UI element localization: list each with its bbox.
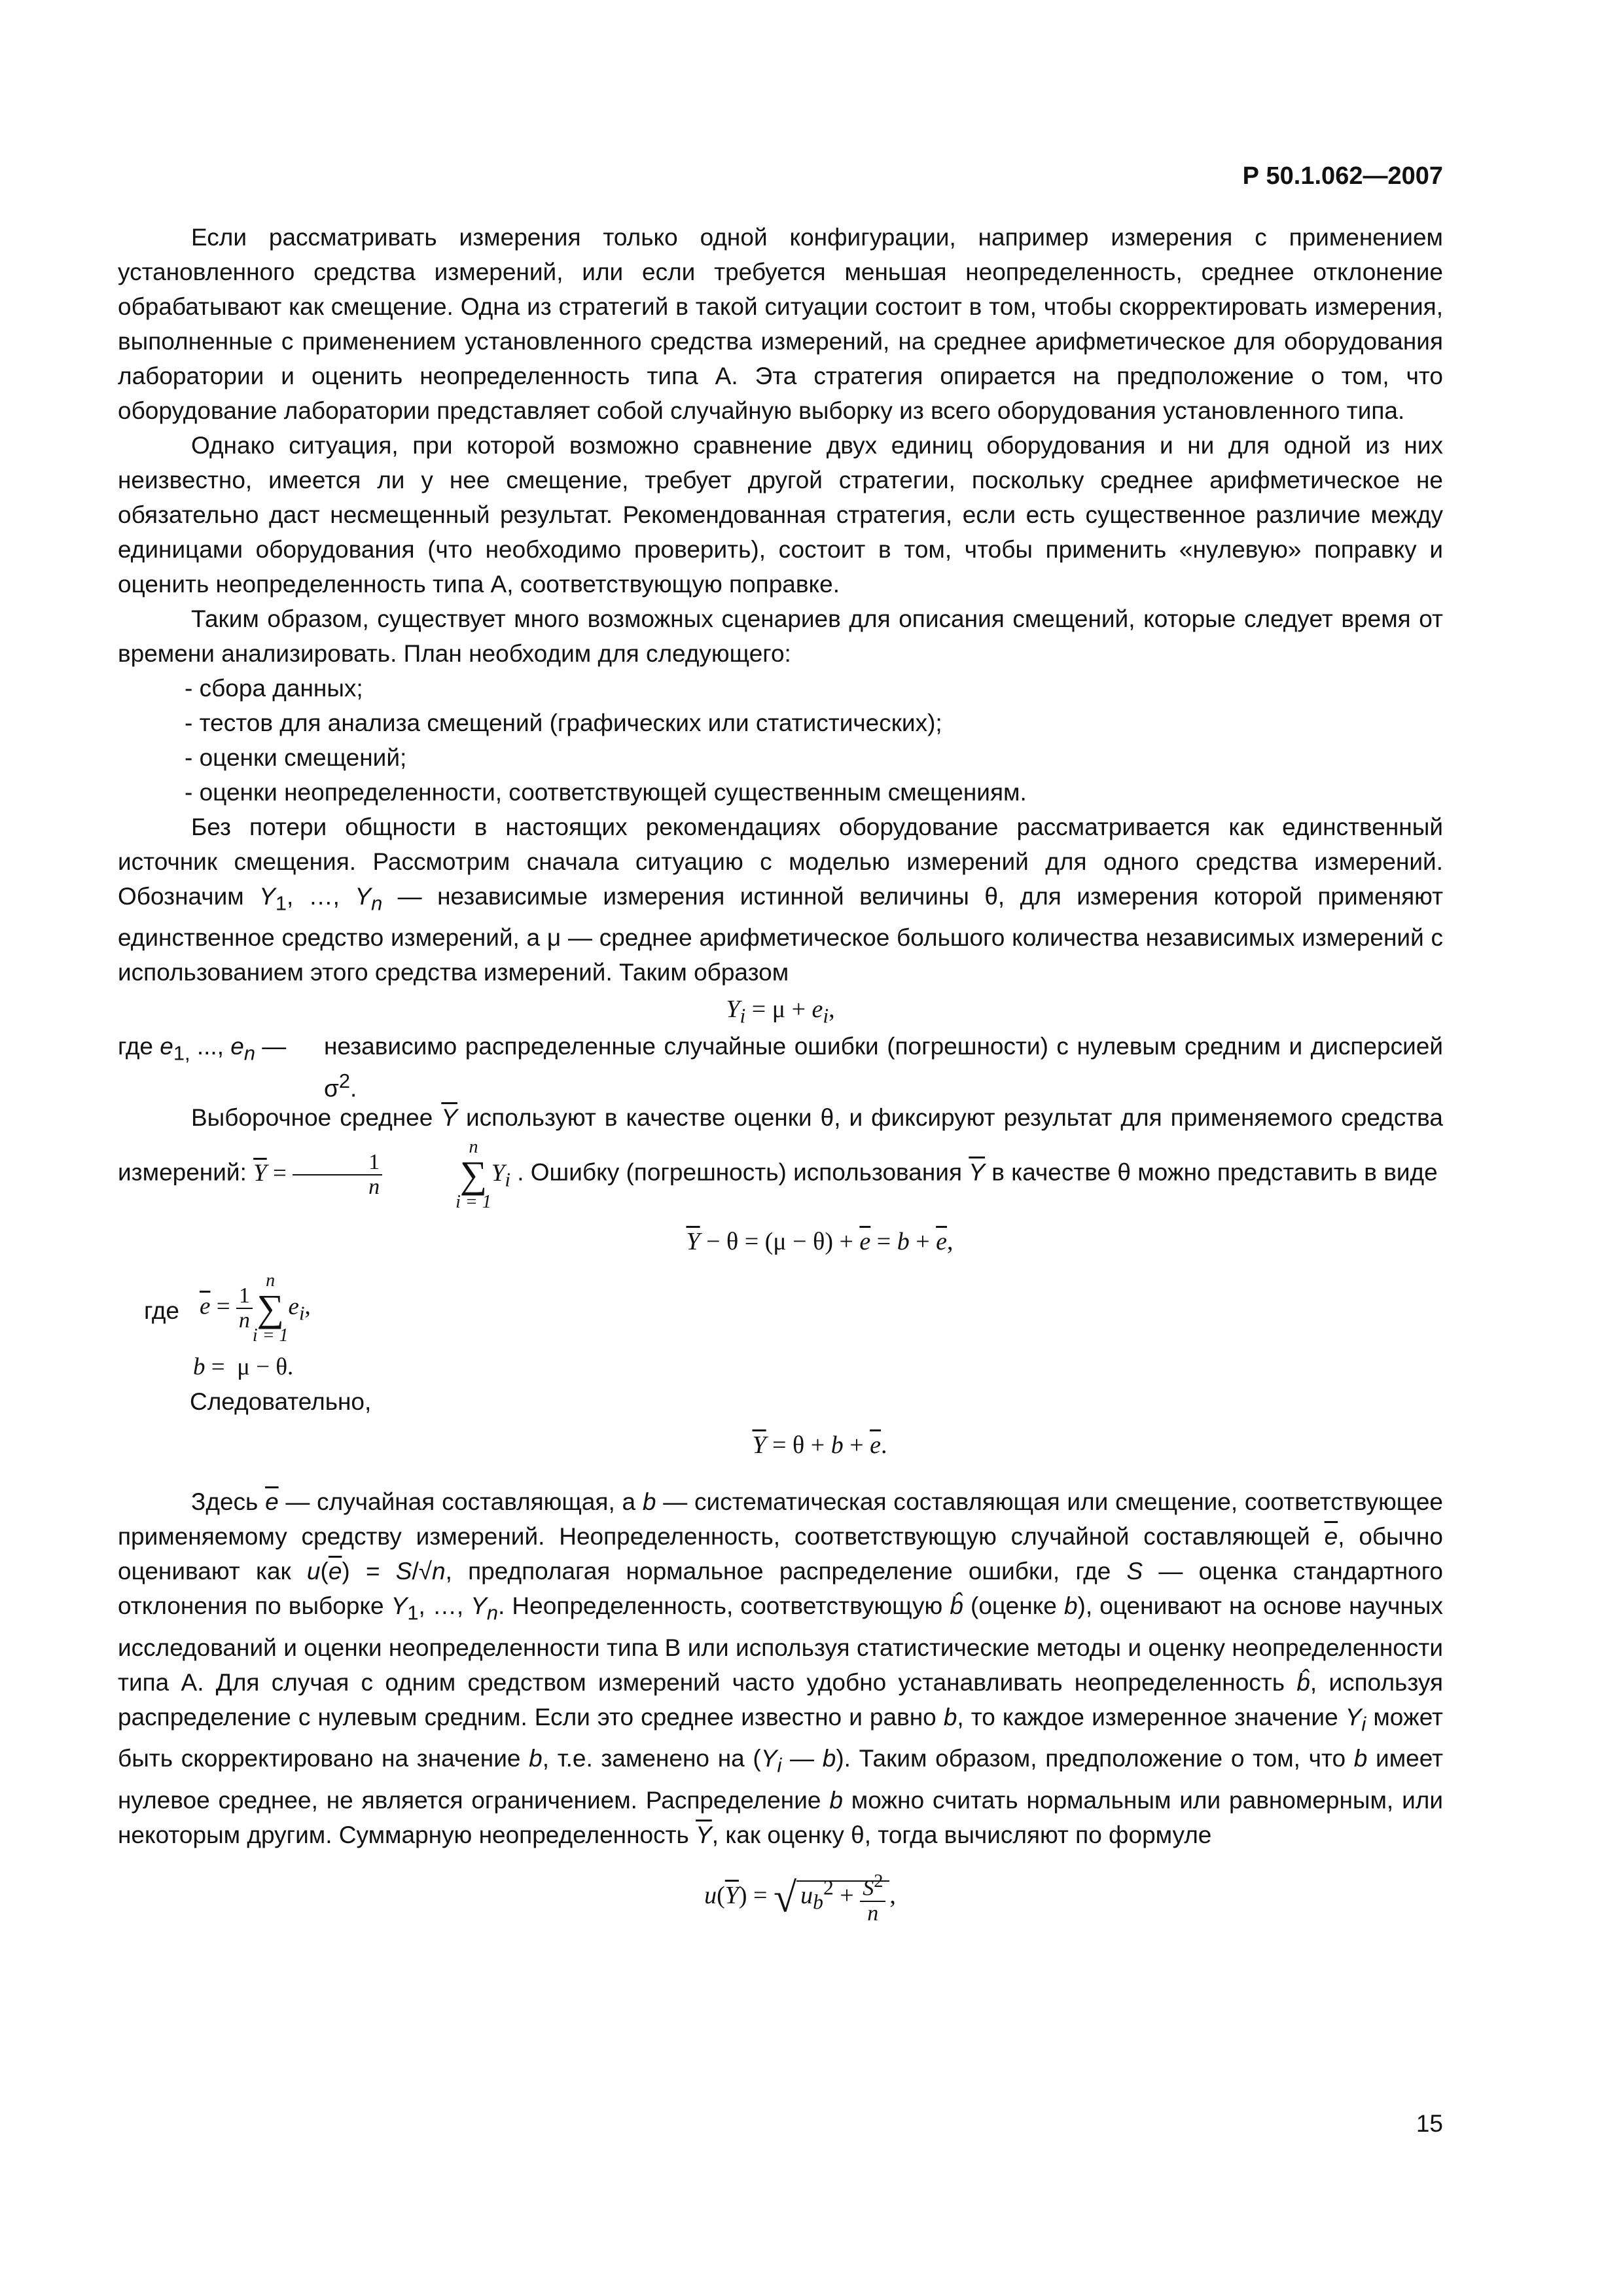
list-item: - оценки смещений; bbox=[185, 744, 407, 771]
equation-5: $u(\overline{Y})$ = √ $u_b^2$ + $\frac{S^2}{n}$ , bbox=[704, 1871, 896, 1926]
equation-2: $\overline{Y} - \theta = (\mu - \theta) + \overline{e} = b + \overline{e}$, bbox=[686, 1228, 954, 1256]
document-code: Р 50.1.062—2007 bbox=[1242, 162, 1443, 190]
list-item: - тестов для анализа смещений (графических или статистических); bbox=[185, 709, 942, 736]
paragraph-3: Таким образом, существует много возможных сценариев для описания смещений, которые следует время от времени анализировать. План необходим для следующего: bbox=[118, 605, 1443, 667]
equation-1: $Y_i = \mu + e_i$, bbox=[726, 996, 835, 1028]
list-item: - сбора данных; bbox=[185, 675, 363, 702]
paragraph-5: Выборочное среднее $\overline{Y}$ используют в качестве оценки θ, и фиксируют результат для применяемого средства измерений: $\overline{Y}$ = $\frac{1}{n}$ n ∑ i = 1 $Y_i$ . Ошибку (погрешность) использования $\overline{Y}$ в качестве θ можно представить в виде bbox=[118, 1104, 1443, 1213]
therefore-label: Следовательно, bbox=[190, 1388, 372, 1416]
paragraph-4: Без потери общности в настоящих рекомендациях оборудование рассматривается как единственный источник смещения. Рассмотрим сначала ситуацию с моделью измерений для одного средства измерений. Обозначим $Y_1$, …, $Y_n$ — независимые измерения истинной величины θ, для измерения которой применяют единственное средство измерений, а μ — среднее арифметическое большого количества независимых измерений с использованием этого средства измерений. Таким образом bbox=[118, 814, 1444, 986]
page-number: 15 bbox=[1416, 2110, 1443, 2137]
list-item: - оценки неопределенности, соответствующей существенным смещениям. bbox=[185, 779, 1027, 806]
where-definition-1: где $e_{1,}$ ..., $e_n$ — независимо распределенные случайные ошибки (погрешности) с нулевым средним и дисперсией $\sigma^2$. bbox=[118, 1029, 1443, 1098]
where-definition-text: независимо распределенные случайные ошибки (погрешности) с нулевым средним и дисперсией $\sigma^2$. bbox=[324, 1033, 1443, 1102]
document-page bbox=[118, 0, 1443, 2296]
paragraph-2: Однако ситуация, при которой возможно сравнение двух единиц оборудования и ни для одной из них неизвестно, имеется ли у нее смещение, требует другой стратегии, поскольку среднее арифметическое не обязательно даст несмещенный результат. Рекомендованная стратегия, если есть существенное различие между единицами оборудования (что необходимо проверить), состоит в том, чтобы применить «нулевую» поправку и оценить неопределенность типа А, соответствующую поправке. bbox=[118, 432, 1443, 598]
paragraph-6: Здесь $\overline{e}$ — случайная составляющая, а b — систематическая составляющая или смещение, соответствующее применяемому средству измерений. Неопределенность, соответствующую случайной составляющей $\overline{e}$, обычно оценивают как $u(\overline{e}) = S/√n$, предполагая нормальное распределение ошибки, где S — оценка стандартного отклонения по выборке $Y_1$, …, $Y_n$. Неопределенность, соответствующую b̂ (оценке b), оценивают на основе научных исследований и оценки неопределенности типа В или используя статистические методы и оценку неопределенности типа А. Для случая с одним средством измерений часто удобно устанавливать неопределенность b̂, используя распределение с нулевым средним. Если это среднее известно и равно b, то каждое измеренное значение $Y_i$ может быть скорректировано на значение b, т.е. заменено на ($Y_i$ — b). Таким образом, предположение о том, что b имеет нулевое среднее, не является ограничением. Распределение b можно считать нормальным или равномерным, или некоторым другим. Суммарную неопределенность $\overline{Y}$, как оценку θ, тогда вычисляют по формуле bbox=[118, 1488, 1444, 1848]
equation-3: b = μ − θ. bbox=[193, 1354, 294, 1381]
paragraph-1: Если рассматривать измерения только одной конфигурации, например измерения с применением установленного средства измерений, или если требуется меньшая неопределенность, среднее отклонение обрабатывают как смещение. Одна из стратегий в такой ситуации состоит в том, чтобы скорректировать измерения, выполненные с применением установленного средства измерений, на среднее арифметическое для оборудования лаборатории и оценить неопределенность типа А. Эта стратегия опирается на предположение о том, что оборудование лаборатории представляет собой случайную выборку из всего оборудования установленного типа. bbox=[118, 224, 1443, 424]
where-definition-2: где $\overline{e}$ = $\frac{1}{n}$ n ∑ i = 1 $e_i$, bbox=[144, 1270, 311, 1346]
mean-formula: $\overline{Y}$ = $\frac{1}{n}$ n ∑ i = 1 $Y_i$ bbox=[253, 1137, 510, 1213]
equation-4: $\overline{Y} = \theta + b + \overline{e}$. bbox=[752, 1431, 887, 1460]
document-body bbox=[118, 220, 1443, 1924]
